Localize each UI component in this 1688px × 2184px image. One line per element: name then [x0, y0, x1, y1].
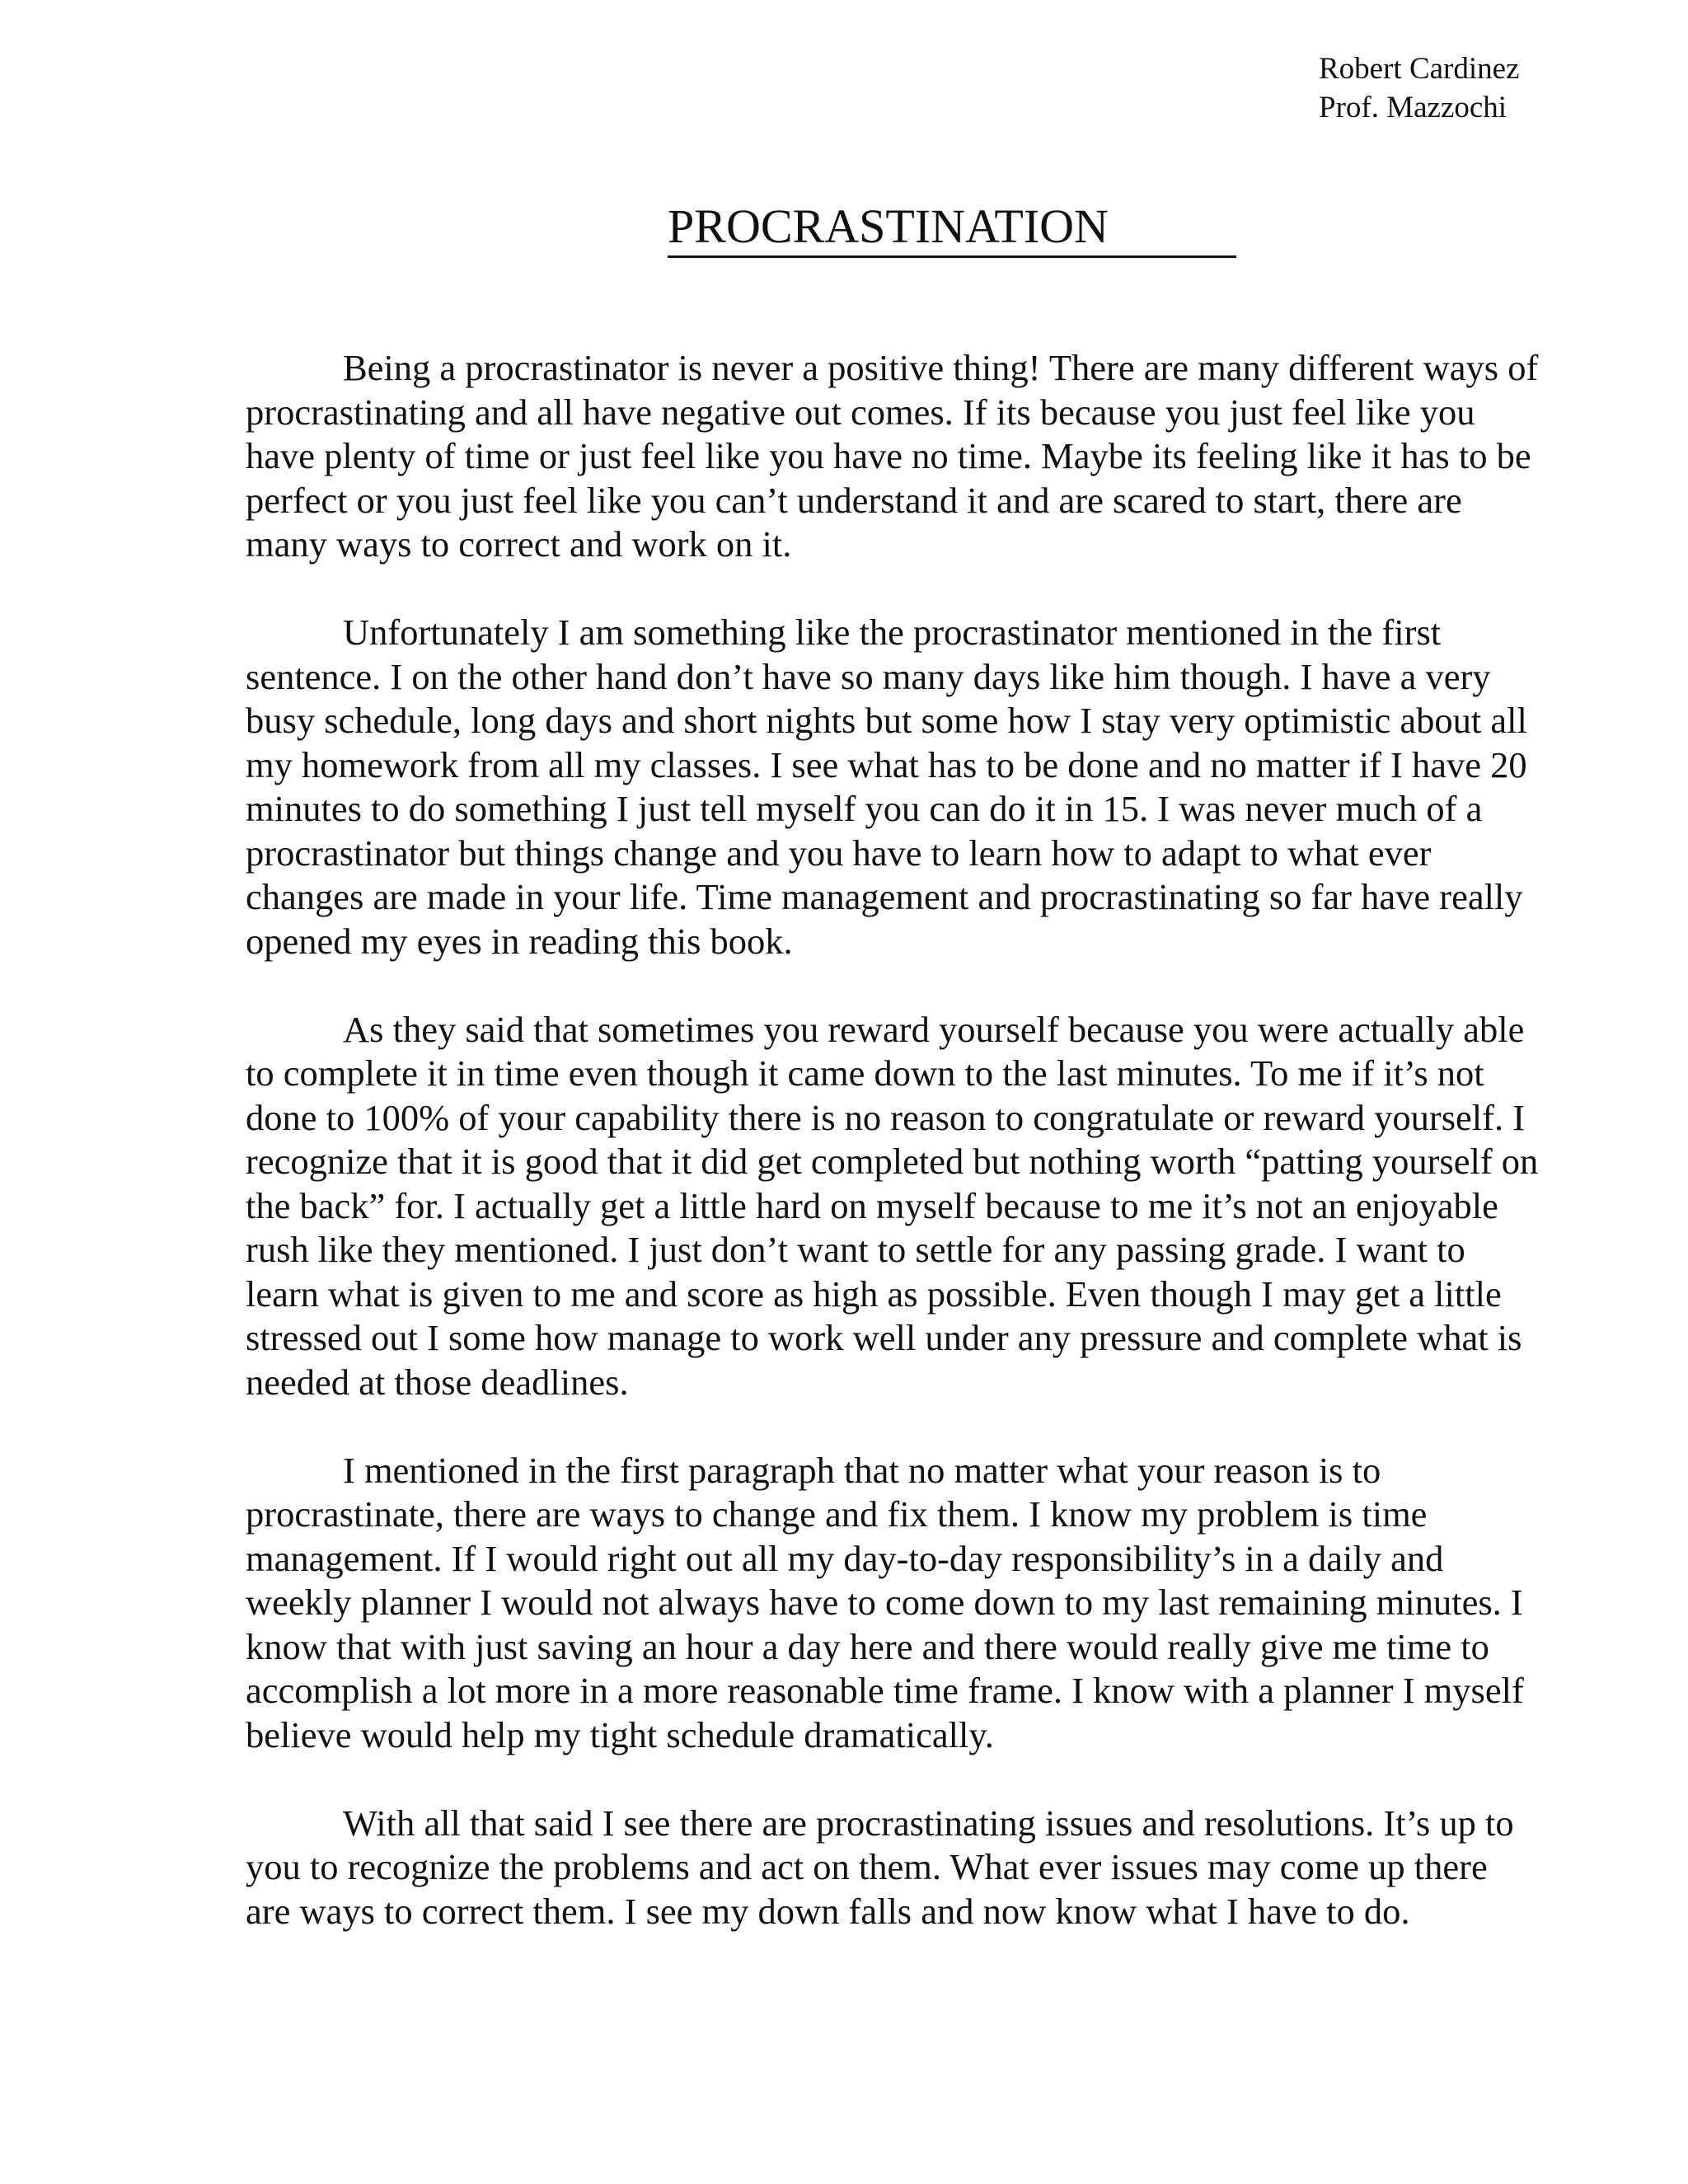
essay-body	[246, 346, 1540, 1978]
paragraph-1: Being a procrastinator is never a positive thing! There are many different ways of procrastinating and all have negative out comes. If its because you just feel like you have plenty of time or just feel like you have no time. Maybe its feeling like it has to be perfect or you just feel like you can’t understand it and are scared to start, there are many ways to correct and work on it.	[246, 347, 1539, 565]
paragraph-4: I mentioned in the first paragraph that no matter what your reason is to procrastinate, there are ways to change and fix them. I know my problem is time management. If I would right out all my day-to-day responsibility’s in a daily and weekly planner I would not always have to come down to my last remaining minutes. I know that with just saving an hour a day here and there would really give me time to accomplish a lot more in a more reasonable time frame. I know with a planner I myself believe would help my tight schedule dramatically.	[246, 1449, 1524, 1755]
header-block	[1319, 49, 1520, 127]
paragraph-3: As they said that sometimes you reward yourself because you were actually able to complete it in time even though it came down to the last minutes. To me if it’s not done to 100% of your capability there is no reason to congratulate or reward yourself. I recognize that it is good that it did get completed but nothing worth “patting yourself on the back” for. I actually get a little hard on myself because to me it’s not an enjoyable rush like they mentioned. I just don’t want to settle for any passing grade. I want to learn what is given to me and score as high as possible. Even though I may get a little stressed out I some how manage to work well under any pressure and complete what is needed at those deadlines.	[246, 1008, 1539, 1403]
paragraph-2: Unfortunately I am something like the procrastinator mentioned in the first sentence. I on the other hand don’t have so many days like him though. I have a very busy schedule, long days and short nights but some how I stay very optimistic about all my homework from all my classes. I see what has to be done and no matter if I have 20 minutes to do something I just tell myself you can do it in 15. I was never much of a procrastinator but things change and you have to learn how to adapt to what ever changes are made in your life. Time management and procrastinating so far have really opened my eyes in reading this book.	[246, 612, 1527, 962]
paragraph-5: With all that said I see there are procrastinating issues and resolutions. It’s up to you to recognize the problems and act on them. What ever issues may come up there are ways to correct them. I see my down falls and now know what I have to do.	[246, 1802, 1514, 1932]
essay-title: PROCRASTINATION	[668, 198, 1236, 258]
author-name: Robert Cardinez	[1319, 52, 1520, 86]
professor-name: Prof. Mazzochi	[1319, 91, 1507, 124]
